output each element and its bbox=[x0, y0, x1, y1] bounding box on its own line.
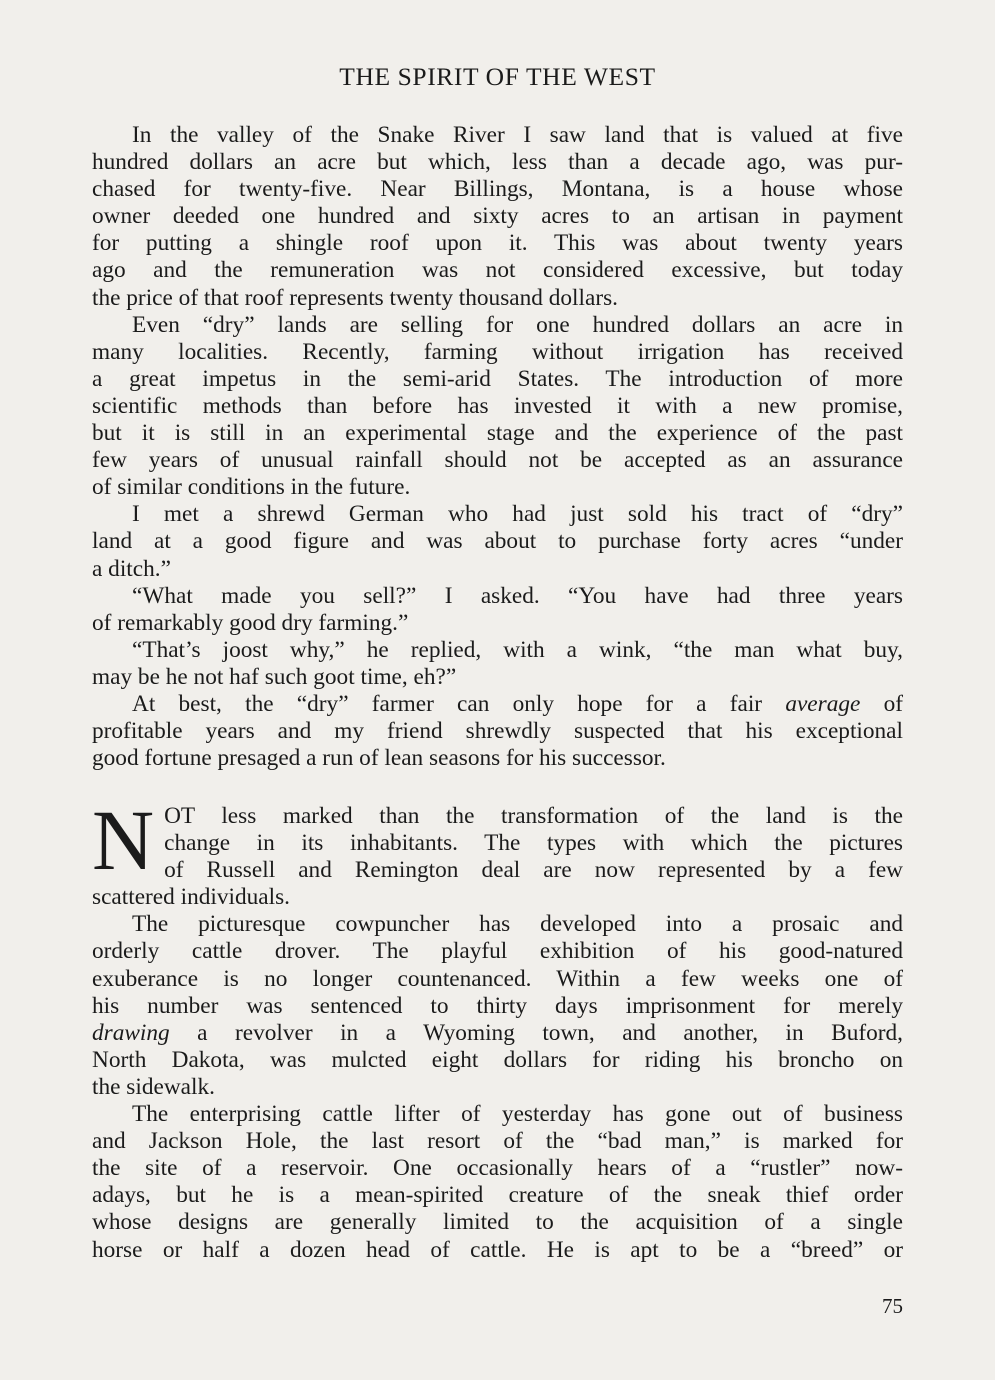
text-line: “That’s joost why,” he replied, with a wink, “the man what buy, bbox=[132, 636, 903, 663]
text-line: his number was sentenced to thirty days imprisonment for merely bbox=[92, 992, 903, 1019]
paragraph bbox=[92, 792, 903, 911]
paragraph bbox=[92, 122, 903, 312]
text-line: profitable years and my friend shrewdly suspected that his exceptional bbox=[92, 718, 903, 745]
italic-word: drawing bbox=[92, 1019, 170, 1046]
text-line: land at a good figure and was about to purchase forty acres “under bbox=[92, 528, 903, 555]
text-line: but it is still in an experimental stage and the experience of the past bbox=[92, 420, 903, 447]
text-line: change in its inhabitants. The types with which the pictures bbox=[164, 830, 903, 857]
text-line: many localities. Recently, farming without irrigation has received bbox=[92, 338, 903, 365]
text-line: exuberance is no longer countenanced. Within a few weeks one of bbox=[92, 965, 903, 992]
paragraph bbox=[92, 637, 903, 691]
text-line bbox=[92, 1020, 903, 1047]
paragraph bbox=[92, 911, 903, 1101]
body-text-lower bbox=[92, 792, 903, 1264]
text-line: a ditch.” bbox=[92, 555, 171, 582]
text-line: may be he not haf such goot time, eh?” bbox=[92, 663, 457, 690]
text-line: Even “dry” lands are selling for one hundred dollars an acre in bbox=[132, 311, 903, 338]
text-line: of remarkably good dry farming.” bbox=[92, 609, 409, 636]
text-line: In the valley of the Snake River I saw land that is valued at five bbox=[132, 122, 903, 148]
text-line: I met a shrewd German who had just sold his tract of “dry” bbox=[132, 501, 903, 528]
text-line: whose designs are generally limited to the acquisition of a single bbox=[92, 1209, 903, 1236]
text-line: for putting a shingle roof upon it. This was about twenty years bbox=[92, 230, 903, 257]
paragraph bbox=[92, 691, 903, 772]
text-line bbox=[92, 691, 903, 718]
text-line: the site of a reservoir. One occasionally hears of a “rustler” now- bbox=[92, 1155, 903, 1182]
paragraph bbox=[92, 1101, 903, 1264]
text-run: At best, the “dry” farmer can only hope for a fair bbox=[132, 690, 763, 717]
text-line: a great impetus in the semi-arid States. The introduction of more bbox=[92, 365, 903, 392]
text-line: good fortune presaged a run of lean seasons for his successor. bbox=[92, 745, 666, 772]
paragraph bbox=[92, 312, 903, 502]
text-run: a revolver in a Wyoming town, and another, in Buford, bbox=[197, 1019, 903, 1046]
text-run: of bbox=[883, 690, 904, 717]
paragraph bbox=[92, 501, 903, 582]
text-line: owner deeded one hundred and sixty acres to an artisan in payment bbox=[92, 203, 903, 230]
text-line: the sidewalk. bbox=[92, 1073, 215, 1100]
text-line: chased for twenty-five. Near Billings, Montana, is a house whose bbox=[92, 176, 903, 203]
text-line: North Dakota, was mulcted eight dollars for riding his broncho on bbox=[92, 1046, 903, 1073]
text-line: OT less marked than the transformation of the land is the bbox=[164, 803, 903, 829]
text-line: and Jackson Hole, the last resort of the “bad man,” is marked for bbox=[92, 1128, 903, 1155]
body-text-upper bbox=[92, 122, 903, 772]
text-line: horse or half a dozen head of cattle. He is apt to be a “breed” or bbox=[92, 1236, 903, 1263]
text-line: adays, but he is a mean-spirited creature of the sneak thief order bbox=[92, 1182, 903, 1209]
running-head: THE SPIRIT OF THE WEST bbox=[339, 62, 656, 91]
drop-cap: N bbox=[92, 792, 155, 888]
text-line: orderly cattle drover. The playful exhibition of his good-natured bbox=[92, 938, 903, 965]
text-line: scientific methods than before has invested it with a new promise, bbox=[92, 392, 903, 419]
text-line: few years of unusual rainfall should not be accepted as an assurance bbox=[92, 447, 903, 474]
text-line: The enterprising cattle lifter of yesterday has gone out of business bbox=[132, 1101, 903, 1128]
text-line: “What made you sell?” I asked. “You have had three years bbox=[132, 582, 903, 609]
text-line: hundred dollars an acre but which, less than a decade ago, was pur- bbox=[92, 149, 903, 176]
text-line: of Russell and Remington deal are now represented by a few bbox=[164, 857, 903, 884]
paragraph bbox=[92, 583, 903, 637]
text-line: ago and the remuneration was not considered excessive, but today bbox=[92, 257, 903, 284]
text-line: scattered individuals. bbox=[92, 884, 290, 911]
page-number: 75 bbox=[882, 1294, 903, 1318]
text-line: The picturesque cowpuncher has developed into a prosaic and bbox=[132, 911, 903, 938]
text-line: of similar conditions in the future. bbox=[92, 474, 411, 501]
text-line: the price of that roof represents twenty thousand dollars. bbox=[92, 284, 618, 311]
italic-word: average bbox=[785, 690, 861, 717]
